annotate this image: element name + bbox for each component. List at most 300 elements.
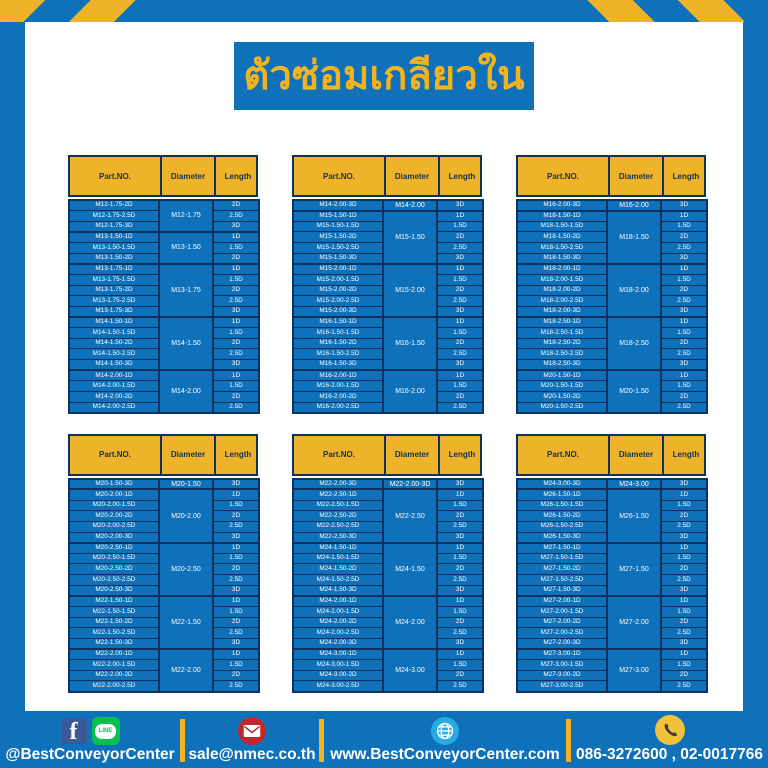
table-row — [517, 317, 707, 328]
length-cell: 1.5D — [213, 274, 259, 285]
part-no-cell: M15-1.50-3D — [293, 253, 383, 264]
length-cell: 2.5D — [661, 296, 707, 307]
length-cell: 2D — [213, 511, 259, 522]
length-cell: 3D — [437, 479, 483, 490]
part-no-cell: M27-3.00-1D — [517, 649, 607, 660]
part-no-cell: M20-1.50-1.5D — [517, 381, 607, 392]
part-no-cell: M24-2.00-1.5D — [293, 607, 383, 618]
length-cell: 2D — [437, 392, 483, 403]
part-no-cell: M18-2.00-3D — [517, 306, 607, 317]
part-no-cell: M20-2.50-2D — [69, 564, 159, 575]
diameter-cell: M18-2.00 — [607, 264, 661, 317]
part-no-cell: M22-1.50-1D — [69, 596, 159, 607]
part-no-cell: M14-2.00-1.5D — [69, 381, 159, 392]
diameter-cell: M14-1.50 — [159, 317, 213, 370]
column-header: Part.NO. — [322, 450, 355, 460]
table-row — [293, 489, 483, 500]
table-row — [69, 200, 259, 211]
length-cell: 3D — [213, 585, 259, 596]
diameter-cell: M20-2.00 — [159, 489, 213, 542]
part-no-cell: M16-1.50-2D — [293, 338, 383, 349]
diameter-cell: M16-2.00 — [383, 370, 437, 413]
length-cell: 3D — [661, 360, 707, 371]
part-no-cell: M15-2.00-3D — [293, 306, 383, 317]
length-cell: 3D — [437, 306, 483, 317]
part-no-cell: M15-1.50-2.5D — [293, 243, 383, 254]
length-cell: 2.5D — [213, 296, 259, 307]
length-cell: 3D — [437, 253, 483, 264]
part-no-cell: M22-1.50-1.5D — [69, 607, 159, 618]
length-cell: 2D — [661, 511, 707, 522]
length-cell: 3D — [213, 221, 259, 232]
part-no-cell: M20-1.50-2D — [517, 392, 607, 403]
part-no-cell: M13-1.75-2D — [69, 285, 159, 296]
top-hazard-bar — [0, 0, 768, 22]
length-cell: 2.5D — [213, 349, 259, 360]
footer-email-section — [185, 711, 319, 768]
table-row — [69, 489, 259, 500]
diameter-cell: M24-3.00 — [383, 649, 437, 692]
part-no-cell: M18-2.00-1D — [517, 264, 607, 275]
part-no-cell: M12-1.75-2D — [69, 200, 159, 211]
diameter-cell: M15-1.50 — [383, 211, 437, 264]
table-row — [293, 200, 483, 211]
part-no-cell: M24-3.00-1D — [293, 649, 383, 660]
part-no-cell: M27-1.50-1D — [517, 543, 607, 554]
part-no-cell: M15-2.00-2D — [293, 285, 383, 296]
length-cell: 2.5D — [661, 243, 707, 254]
part-no-cell: M16-2.00-2.5D — [293, 402, 383, 413]
part-no-cell: M20-1.50-2.5D — [517, 402, 607, 413]
table-row — [293, 596, 483, 607]
part-no-cell: M26-1.50-1.5D — [517, 500, 607, 511]
length-cell: 1.5D — [437, 500, 483, 511]
length-cell: 1D — [661, 489, 707, 500]
part-no-cell: M27-2.00-1.5D — [517, 607, 607, 618]
table-row — [69, 264, 259, 275]
part-no-cell: M15-2.00-1.5D — [293, 274, 383, 285]
part-no-cell: M12-1.75-3D — [69, 221, 159, 232]
part-no-cell: M13-1.50-2D — [69, 253, 159, 264]
part-no-cell: M18-2.00-1.5D — [517, 274, 607, 285]
part-no-cell: M13-1.50-1D — [69, 232, 159, 243]
diameter-cell: M16-1.50 — [383, 317, 437, 370]
part-no-cell: M26-1.50-2D — [517, 511, 607, 522]
column-header: Diameter — [160, 436, 214, 474]
part-no-cell: M15-2.00-1D — [293, 264, 383, 275]
part-no-cell: M24-1.50-1D — [293, 543, 383, 554]
table-row — [517, 370, 707, 381]
part-no-cell: M14-2.00-1D — [69, 370, 159, 381]
table-row — [293, 317, 483, 328]
parts-table-3 — [516, 155, 706, 414]
length-cell: 2D — [213, 617, 259, 628]
part-no-cell: M18-2.50-3D — [517, 360, 607, 371]
part-no-cell: M14-1.50-1.5D — [69, 328, 159, 339]
part-no-cell: M27-3.00-2D — [517, 670, 607, 681]
length-cell: 2.5D — [213, 402, 259, 413]
parts-table-2 — [292, 155, 482, 414]
length-cell: 2.5D — [437, 402, 483, 413]
length-cell: 2.5D — [661, 349, 707, 360]
part-no-cell: M24-3.00-1.5D — [293, 660, 383, 671]
length-cell: 1D — [437, 596, 483, 607]
part-no-cell: M20-2.00-2D — [69, 511, 159, 522]
part-no-cell: M18-1.50-3D — [517, 253, 607, 264]
table-row — [517, 596, 707, 607]
part-no-cell: M20-1.50-1D — [517, 370, 607, 381]
length-cell: 2D — [213, 253, 259, 264]
length-cell: 1.5D — [661, 660, 707, 671]
diameter-cell: M13-1.75 — [159, 264, 213, 317]
length-cell: 3D — [213, 532, 259, 543]
length-cell: 3D — [661, 479, 707, 490]
column-header: Length — [214, 436, 260, 474]
part-no-cell: M22-2.00-3D — [293, 479, 383, 490]
part-no-cell: M20-2.50-2.5D — [69, 575, 159, 586]
length-cell: 2D — [213, 285, 259, 296]
part-no-cell: M15-1.50-2D — [293, 232, 383, 243]
column-header: Length — [214, 157, 260, 195]
length-cell: 1.5D — [437, 221, 483, 232]
length-cell: 1.5D — [661, 274, 707, 285]
parts-table-5 — [292, 434, 482, 693]
length-cell: 1.5D — [661, 553, 707, 564]
part-no-cell: M16-2.00-3D — [517, 200, 607, 211]
length-cell: 1D — [213, 543, 259, 554]
length-cell: 1.5D — [437, 274, 483, 285]
part-no-cell: M20-2.00-3D — [69, 532, 159, 543]
length-cell: 1D — [661, 317, 707, 328]
diameter-cell: M14-2.00 — [383, 200, 437, 211]
length-cell: 3D — [213, 479, 259, 490]
length-cell: 3D — [437, 638, 483, 649]
mail-icon — [238, 717, 266, 745]
diameter-cell: M24-1.50 — [383, 543, 437, 596]
facebook-icon: f — [61, 718, 87, 744]
length-cell: 2D — [437, 617, 483, 628]
length-cell: 1D — [661, 370, 707, 381]
length-cell: 2D — [213, 392, 259, 403]
part-no-cell: M27-2.00-3D — [517, 638, 607, 649]
phone-icon — [655, 715, 685, 745]
table-row — [69, 317, 259, 328]
length-cell: 1.5D — [213, 381, 259, 392]
diameter-cell: M22-1.50 — [159, 596, 213, 649]
part-no-cell: M24-3.00-2.5D — [293, 681, 383, 692]
part-no-cell: M22-2.50-1.5D — [293, 500, 383, 511]
part-no-cell: M16-2.00-2D — [293, 392, 383, 403]
table-row — [69, 479, 259, 490]
length-cell: 1.5D — [213, 500, 259, 511]
diameter-cell: M27-1.50 — [607, 543, 661, 596]
length-cell: 3D — [213, 360, 259, 371]
length-cell: 2D — [661, 617, 707, 628]
part-no-cell: M27-1.50-1.5D — [517, 553, 607, 564]
diameter-cell: M22-2.00 — [159, 649, 213, 692]
length-cell: 1.5D — [213, 243, 259, 254]
diameter-cell: M26-1.50 — [607, 489, 661, 542]
part-no-cell: M14-2.00-3D — [293, 200, 383, 211]
part-no-cell: M27-1.50-2.5D — [517, 575, 607, 586]
part-no-cell: M27-2.00-2D — [517, 617, 607, 628]
part-no-cell: M24-2.00-3D — [293, 638, 383, 649]
diameter-cell: M18-1.50 — [607, 211, 661, 264]
table-row — [293, 649, 483, 660]
table-row — [69, 543, 259, 554]
column-header: Length — [662, 157, 708, 195]
length-cell: 3D — [661, 306, 707, 317]
part-no-cell: M16-2.00-1D — [293, 370, 383, 381]
part-no-cell: M22-2.00-1D — [69, 649, 159, 660]
length-cell: 3D — [661, 585, 707, 596]
column-header: Diameter — [384, 436, 438, 474]
part-no-cell: M22-2.00-1.5D — [69, 660, 159, 671]
length-cell: 3D — [661, 532, 707, 543]
part-no-cell: M22-2.50-1D — [293, 489, 383, 500]
column-header: Diameter — [160, 157, 214, 195]
length-cell: 2.5D — [437, 243, 483, 254]
part-no-cell: M20-2.50-1.5D — [69, 553, 159, 564]
diameter-cell: M20-2.50 — [159, 543, 213, 596]
length-cell: 2D — [437, 670, 483, 681]
title-banner — [234, 42, 534, 110]
phone-numbers-text: 086-3272600 , 02-0017766 — [575, 746, 764, 763]
length-cell: 1D — [437, 543, 483, 554]
part-no-cell: M22-2.00-2D — [69, 670, 159, 681]
length-cell: 2.5D — [661, 628, 707, 639]
column-header: Diameter — [608, 436, 662, 474]
table-row — [293, 211, 483, 222]
diameter-cell: M14-2.00 — [159, 370, 213, 413]
length-cell: 1.5D — [661, 500, 707, 511]
line-icon: LINE — [92, 717, 120, 745]
length-cell: 3D — [437, 200, 483, 211]
length-cell: 2.5D — [437, 296, 483, 307]
part-no-cell: M22-1.50-3D — [69, 638, 159, 649]
part-no-cell: M15-1.50-1.5D — [293, 221, 383, 232]
part-no-cell: M18-1.50-2D — [517, 232, 607, 243]
part-no-cell: M13-1.75-2.5D — [69, 296, 159, 307]
part-no-cell: M22-2.50-3D — [293, 532, 383, 543]
column-header: Part.NO. — [546, 450, 579, 460]
part-no-cell: M24-1.50-2D — [293, 564, 383, 575]
column-header: Part.NO. — [322, 171, 355, 181]
email-text: sale@nmec.co.th — [188, 746, 316, 763]
length-cell: 2D — [661, 670, 707, 681]
parts-table-4 — [68, 434, 258, 693]
length-cell: 2D — [661, 392, 707, 403]
part-no-cell: M18-2.00-2.5D — [517, 296, 607, 307]
column-header: Part.NO. — [98, 171, 131, 181]
length-cell: 2.5D — [661, 521, 707, 532]
length-cell: 1D — [213, 489, 259, 500]
table-row — [293, 264, 483, 275]
part-no-cell: M18-1.50-1D — [517, 211, 607, 222]
length-cell: 1D — [437, 649, 483, 660]
page-title: ตัวซ่อมเกลียวใน — [243, 54, 525, 98]
column-header: Diameter — [608, 157, 662, 195]
part-no-cell: M14-1.50-2D — [69, 338, 159, 349]
part-no-cell: M20-2.00-1D — [69, 489, 159, 500]
globe-icon — [431, 717, 459, 745]
length-cell: 1.5D — [437, 607, 483, 618]
column-header: Part.NO. — [546, 171, 579, 181]
length-cell: 1.5D — [437, 381, 483, 392]
part-no-cell: M18-1.50-2.5D — [517, 243, 607, 254]
part-no-cell: M24-1.50-3D — [293, 585, 383, 596]
footer-phone-section — [571, 711, 768, 768]
length-cell: 2D — [437, 285, 483, 296]
length-cell: 1.5D — [213, 553, 259, 564]
part-no-cell: M20-2.00-1.5D — [69, 500, 159, 511]
part-no-cell: M27-2.00-1D — [517, 596, 607, 607]
footer-social-section — [0, 711, 180, 768]
length-cell: 1D — [213, 596, 259, 607]
length-cell: 1.5D — [213, 607, 259, 618]
part-no-cell: M22-1.50-2D — [69, 617, 159, 628]
diameter-cell: M27-3.00 — [607, 649, 661, 692]
part-no-cell: M24-2.00-2.5D — [293, 628, 383, 639]
length-cell: 1.5D — [661, 328, 707, 339]
diameter-cell: M16-2.00 — [607, 200, 661, 211]
part-no-cell: M20-2.00-2.5D — [69, 521, 159, 532]
diameter-cell: M20-1.50 — [159, 479, 213, 490]
part-no-cell: M26-1.50-3D — [517, 532, 607, 543]
length-cell: 1.5D — [661, 607, 707, 618]
length-cell: 1D — [437, 317, 483, 328]
length-cell: 2.5D — [213, 681, 259, 692]
table-row — [69, 232, 259, 243]
length-cell: 1.5D — [437, 553, 483, 564]
part-no-cell: M14-1.50-1D — [69, 317, 159, 328]
part-no-cell: M13-1.75-1.5D — [69, 274, 159, 285]
part-no-cell: M14-1.50-2.5D — [69, 349, 159, 360]
part-no-cell: M26-1.50-1D — [517, 489, 607, 500]
table-row — [517, 211, 707, 222]
part-no-cell: M18-2.50-2D — [517, 338, 607, 349]
part-no-cell: M20-2.50-1D — [69, 543, 159, 554]
diameter-cell: M12-1.75 — [159, 200, 213, 232]
part-no-cell: M24-2.00-1D — [293, 596, 383, 607]
part-no-cell: M16-2.00-1.5D — [293, 381, 383, 392]
table-row — [69, 370, 259, 381]
length-cell: 1.5D — [437, 660, 483, 671]
table-row — [293, 543, 483, 554]
column-header: Diameter — [384, 157, 438, 195]
length-cell: 2.5D — [661, 575, 707, 586]
length-cell: 1.5D — [213, 660, 259, 671]
length-cell: 1D — [213, 649, 259, 660]
part-no-cell: M18-2.00-2D — [517, 285, 607, 296]
website-text: www.BestConveyorCenter.com — [330, 746, 560, 763]
length-cell: 2D — [661, 564, 707, 575]
part-no-cell: M18-2.50-1.5D — [517, 328, 607, 339]
table-row — [293, 479, 483, 490]
length-cell: 1D — [437, 370, 483, 381]
right-frame-border — [743, 22, 768, 711]
part-no-cell: M18-1.50-1.5D — [517, 221, 607, 232]
part-no-cell: M26-1.50-2.5D — [517, 521, 607, 532]
part-no-cell: M22-2.00-2.5D — [69, 681, 159, 692]
part-no-cell: M14-2.00-2D — [69, 392, 159, 403]
hazard-stripes-left-icon — [0, 0, 150, 22]
length-cell: 3D — [437, 585, 483, 596]
part-no-cell: M27-3.00-1.5D — [517, 660, 607, 671]
left-frame-border — [0, 22, 25, 711]
length-cell: 1D — [213, 317, 259, 328]
column-header: Part.NO. — [98, 450, 131, 460]
diameter-cell: M22-2.50 — [383, 489, 437, 542]
table-row — [293, 370, 483, 381]
tables-grid — [68, 155, 706, 693]
table-row — [517, 200, 707, 211]
length-cell: 2.5D — [213, 628, 259, 639]
length-cell: 2D — [213, 338, 259, 349]
length-cell: 1D — [213, 370, 259, 381]
social-handle-text: @BestConveyorCenter — [5, 746, 175, 763]
part-no-cell: M27-1.50-3D — [517, 585, 607, 596]
diameter-cell: M20-1.50 — [607, 370, 661, 413]
length-cell: 2D — [213, 564, 259, 575]
part-no-cell: M16-1.50-1.5D — [293, 328, 383, 339]
length-cell: 3D — [661, 200, 707, 211]
table-row — [69, 596, 259, 607]
part-no-cell: M24-1.50-1.5D — [293, 553, 383, 564]
part-no-cell: M20-1.50-3D — [69, 479, 159, 490]
length-cell: 2D — [213, 670, 259, 681]
length-cell: 2.5D — [437, 521, 483, 532]
length-cell: 1D — [213, 264, 259, 275]
table-row — [517, 543, 707, 554]
part-no-cell: M14-2.00-2.5D — [69, 402, 159, 413]
length-cell: 1.5D — [437, 328, 483, 339]
part-no-cell: M22-2.50-2.5D — [293, 521, 383, 532]
table-row — [517, 649, 707, 660]
part-no-cell: M16-1.50-1D — [293, 317, 383, 328]
diameter-cell: M18-2.50 — [607, 317, 661, 370]
diameter-cell: M13-1.50 — [159, 232, 213, 264]
column-header: Length — [438, 436, 484, 474]
length-cell: 3D — [661, 253, 707, 264]
hazard-stripes-right-icon — [564, 0, 744, 22]
length-cell: 3D — [437, 532, 483, 543]
part-no-cell: M24-1.50-2.5D — [293, 575, 383, 586]
length-cell: 1D — [661, 211, 707, 222]
length-cell: 1D — [213, 232, 259, 243]
diameter-cell: M15-2.00 — [383, 264, 437, 317]
length-cell: 2D — [437, 564, 483, 575]
length-cell: 1D — [661, 596, 707, 607]
length-cell: 2.5D — [437, 575, 483, 586]
length-cell: 2.5D — [437, 628, 483, 639]
length-cell: 3D — [437, 360, 483, 371]
part-no-cell: M15-1.50-1D — [293, 211, 383, 222]
length-cell: 2.5D — [437, 681, 483, 692]
part-no-cell: M15-2.00-2.5D — [293, 296, 383, 307]
table-row — [517, 264, 707, 275]
part-no-cell: M24-3.00-3D — [517, 479, 607, 490]
length-cell: 1D — [437, 489, 483, 500]
table-row — [517, 479, 707, 490]
column-header: Length — [438, 157, 484, 195]
part-no-cell: M16-1.50-3D — [293, 360, 383, 371]
length-cell: 2D — [437, 338, 483, 349]
diameter-cell: M24-2.00 — [383, 596, 437, 649]
footer-contact-bar — [0, 711, 768, 768]
column-header: Length — [662, 436, 708, 474]
parts-table-1 — [68, 155, 258, 414]
